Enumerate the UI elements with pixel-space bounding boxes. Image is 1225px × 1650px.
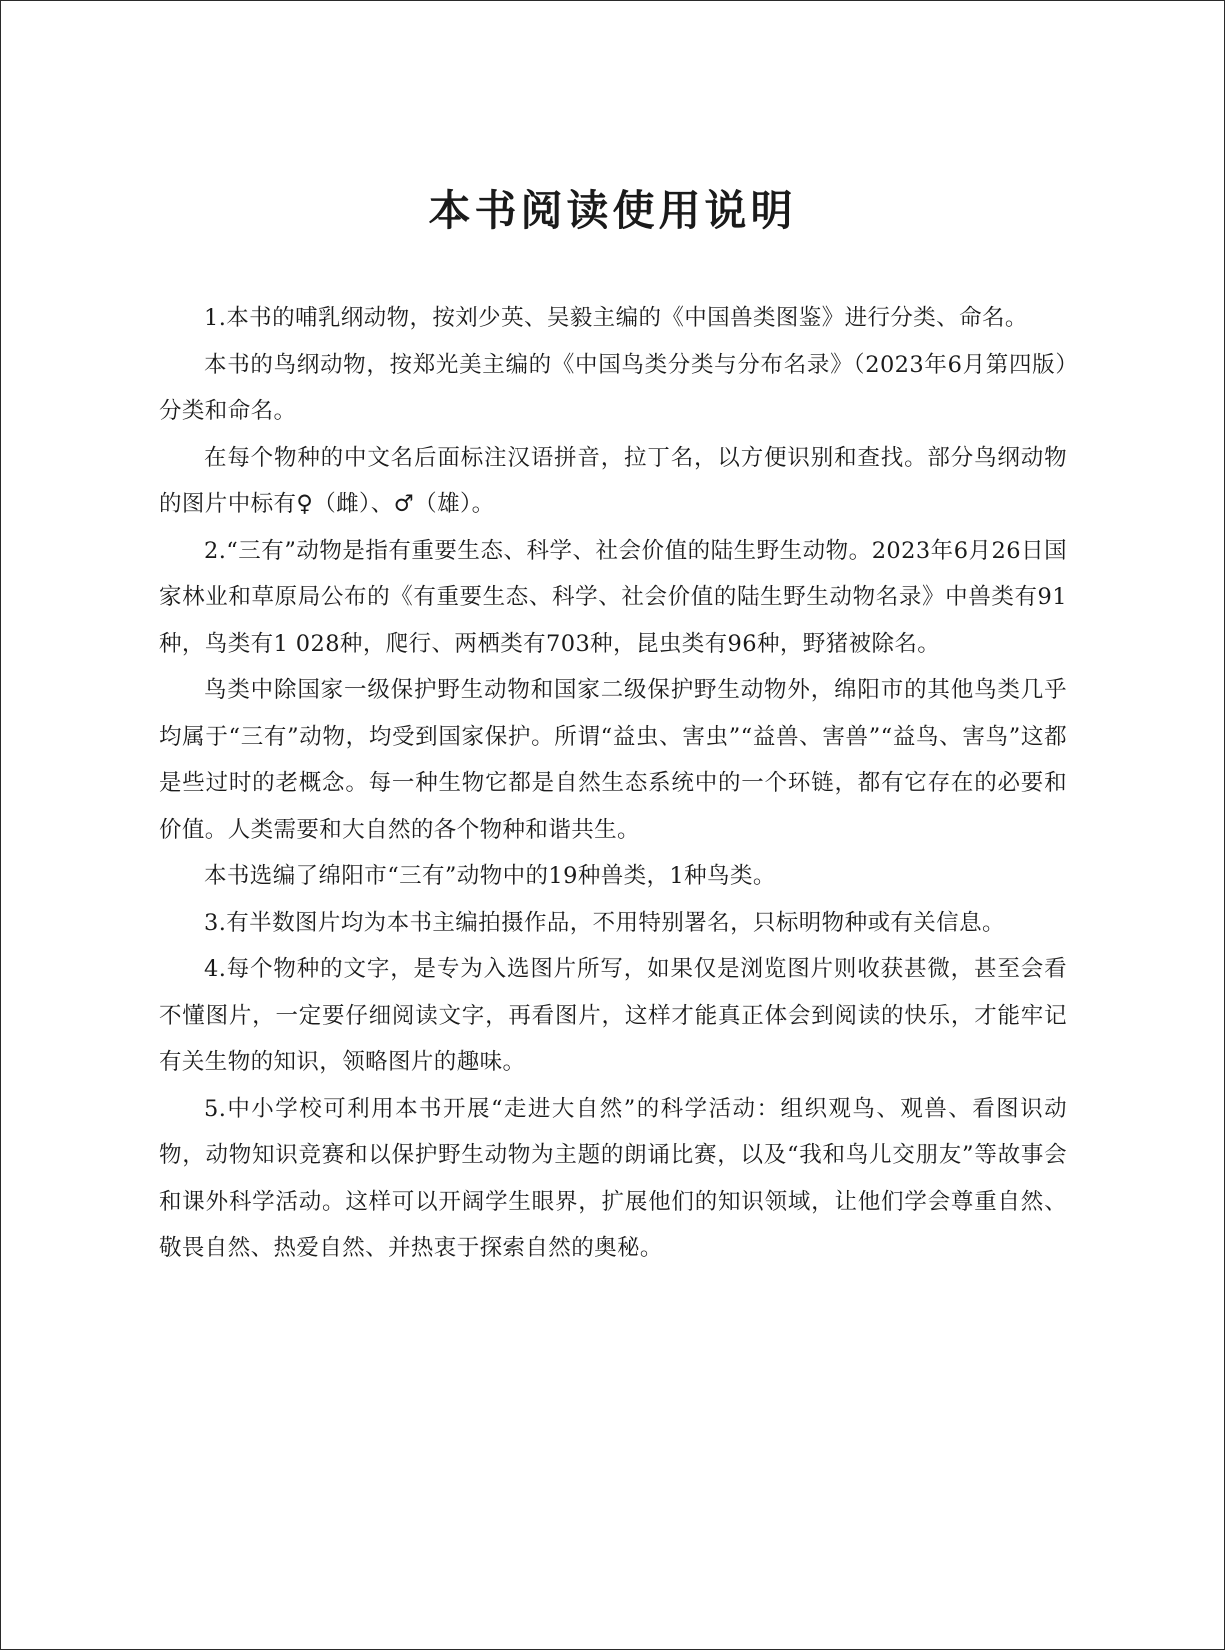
paragraph-2: 本书的鸟纲动物，按郑光美主编的《中国鸟类分类与分布名录》（2023年6月第四版）分类和命名。 [159,351,1067,424]
paragraph-8: 4.每个物种的文字，是专为入选图片所写，如果仅是浏览图片则收获甚微，甚至会看不懂图片，一定要仔细阅读文字，再看图片，这样才能真正体会到阅读的快乐，才能牢记有关生物的知识，领略图片的趣味。 [159,956,1067,1075]
page-title: 本书阅读使用说明 [428,186,797,235]
paragraph-9: 5.中小学校可利用本书开展“走进大自然”的科学活动：组织观鸟、观兽、看图识动物，动物知识竞赛和以保护野生动物为主题的朗诵比赛，以及“我和鸟儿交朋友”等故事会和课外科学活动。这样可以开阔学生眼界，扩展他们的知识领域，让他们学会尊重自然、敬畏自然、热爱自然、并热衷于探索自然的奥秘。 [159,1095,1067,1261]
paragraph-4: 2.“三有”动物是指有重要生态、科学、社会价值的陆生野生动物。2023年6月26日国家林业和草原局公布的《有重要生态、科学、社会价值的陆生野生动物名录》中兽类有91种，鸟类有1 028种，爬行、两栖类有703种，昆虫类有96种，野猪被除名。 [159,537,1067,657]
paragraph-5: 鸟类中除国家一级保护野生动物和国家二级保护野生动物外，绵阳市的其他鸟类几乎均属于“三有”动物，均受到国家保护。所谓“益虫、害虫”“益兽、害兽”“益鸟、害鸟”这都是些过时的老概念。每一种生物它都是自然生态系统中的一个环链，都有它存在的必要和价值。人类需要和大自然的各个物种和谐共生。 [159,677,1067,843]
paragraph-1: 1.本书的哺乳纲动物，按刘少英、吴毅主编的《中国兽类图鉴》进行分类、命名。 [204,305,1028,331]
body-text [159,295,1067,1272]
paragraph-6: 本书选编了绵阳市“三有”动物中的19种兽类，1种鸟类。 [204,863,776,889]
paragraph-3: 在每个物种的中文名后面标注汉语拼音，拉丁名，以方便识别和查找。部分鸟纲动物的图片中标有♀（雌）、♂（雄）。 [159,444,1067,517]
paragraph-7: 3.有半数图片均为本书主编拍摄作品，不用特别署名，只标明物种或有关信息。 [204,909,1005,936]
